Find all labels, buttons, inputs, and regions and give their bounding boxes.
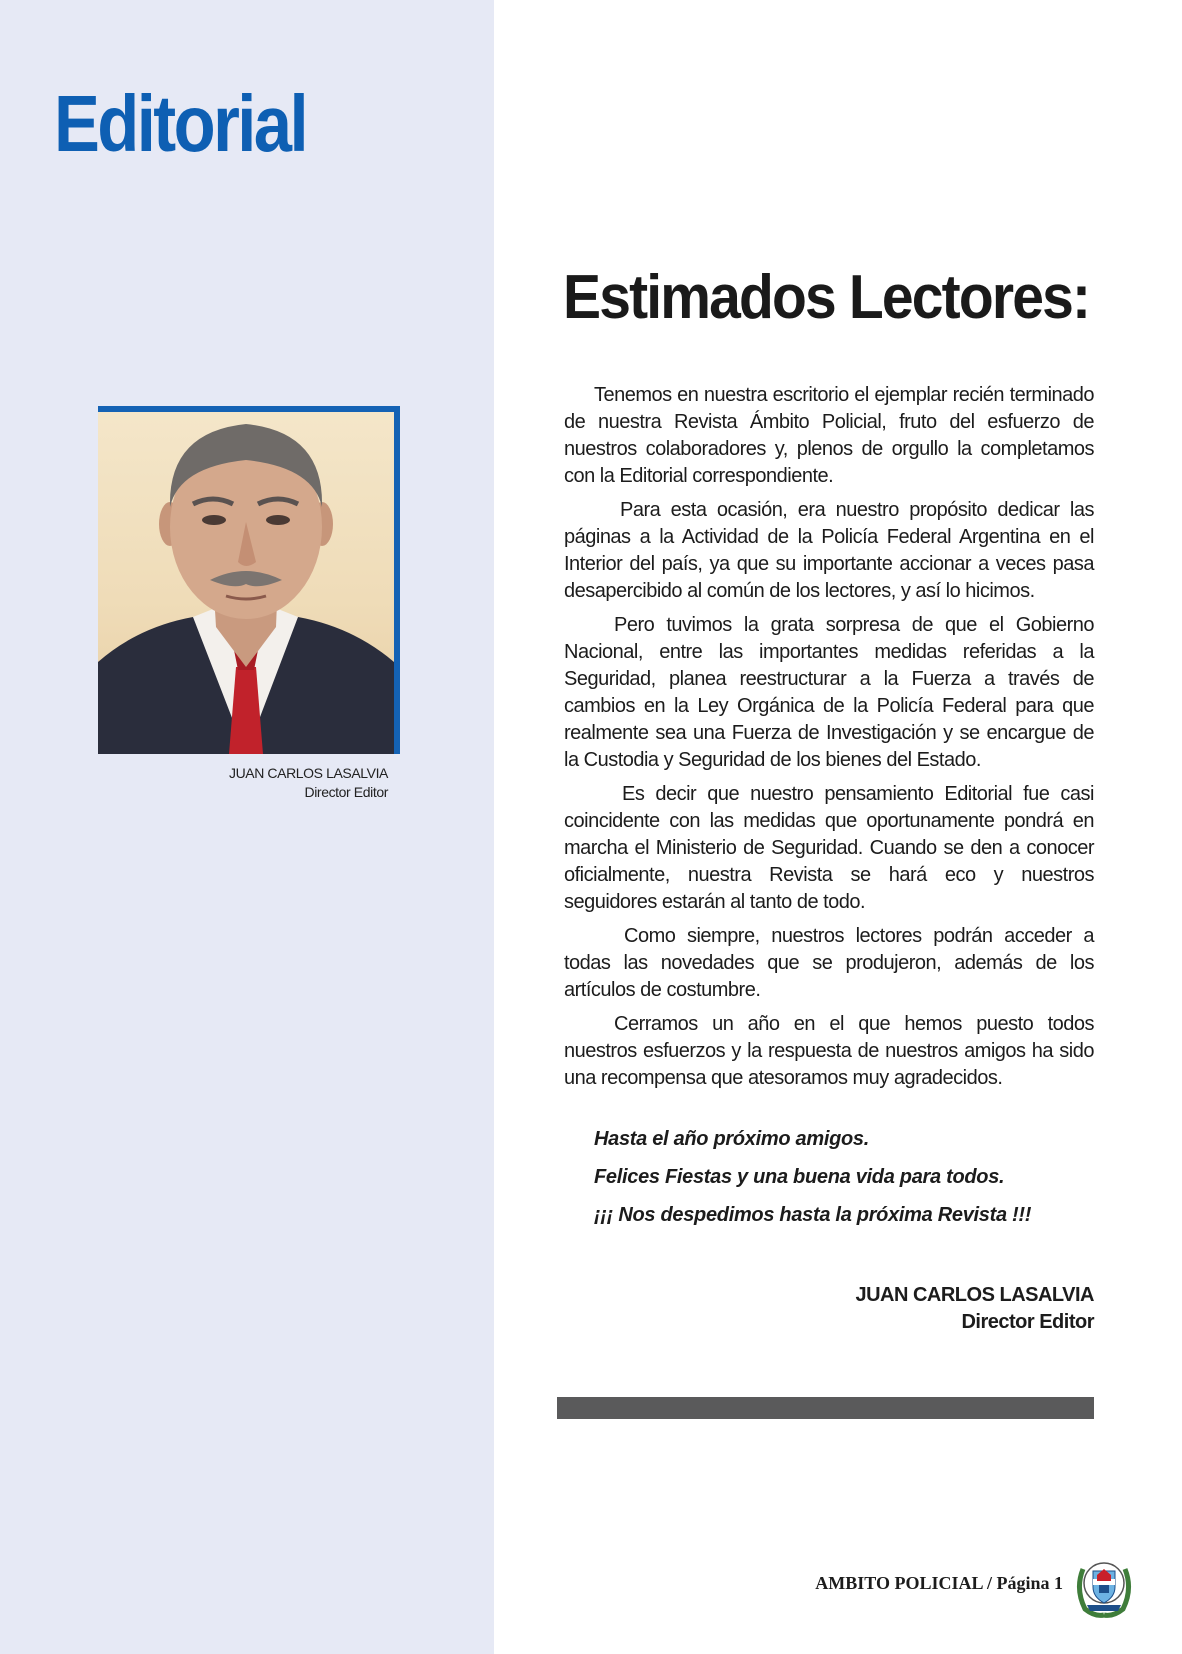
paragraph: Tenemos en nuestra escritorio el ejemplar recién terminado de nuestra Revista Ámbito Policial, fruto del esfuerzo de nuestros colaboradores y, plenos de orgullo la completamos con la Editorial correspondiente. (564, 384, 1094, 487)
paragraph: Como siempre, nuestros lectores podrán acceder a todas las novedades que se produjeron, además de los artículos de costumbre. (564, 925, 1094, 1001)
portrait-illustration (98, 412, 394, 754)
author-photo (98, 412, 394, 754)
closing-line: Felices Fiestas y una buena vida para todos. (594, 1166, 1005, 1188)
closing-line: Hasta el año próximo amigos. (594, 1128, 870, 1150)
closing-lines (594, 1126, 1031, 1240)
closing-line: ¡¡¡ Nos despedimos hasta la próxima Revista !!! (594, 1204, 1032, 1226)
divider-bar (557, 1397, 1094, 1419)
photo-caption (98, 764, 388, 802)
paragraph: Es decir que nuestro pensamiento Editorial fue casi coincidente con las medidas que oportunamente pondrá en marcha el Ministerio de Seguridad. Cuando se den a conocer oficialmente, nuestra Revista se hará eco y nuestros seguidores estarán al tanto de todo. (564, 783, 1094, 913)
paragraph: Cerramos un año en el que hemos puesto todos nuestros esfuerzos y la respuesta de nuestros amigos ha sido una recompensa que atesoramos muy agradecidos. (564, 1013, 1094, 1089)
article-body (564, 382, 1094, 1099)
paragraph: Para esta ocasión, era nuestro propósito dedicar las páginas a la Actividad de la Policía Federal Argentina en el Interior del país, ya que su importante accionar a veces pasa desapercibido al común de los lectores, y así lo hicimos. (564, 499, 1094, 602)
footer-page-label: AMBITO POLICIAL / Página 1 (815, 1573, 1063, 1593)
signature (855, 1282, 1094, 1336)
caption-name: JUAN CARLOS LASALVIA (228, 765, 388, 781)
section-title: Editorial (54, 79, 307, 168)
article-greeting: Estimados Lectores: (563, 263, 1090, 332)
signature-role: Director Editor (961, 1311, 1094, 1333)
paragraph: Pero tuvimos la grata sorpresa de que el Gobierno Nacional, entre las importantes medidas referidas a la Seguridad, planea reestructurar a la Fuerza a través de cambios en la Ley Orgánica de la Policía Federal para que realmente sea una Fuerza de Investigación y se encargue de la Custodia y Seguridad de los bienes del Estado. (564, 614, 1094, 771)
author-photo-frame (98, 406, 400, 754)
caption-role: Director Editor (304, 784, 388, 800)
police-seal-icon (1073, 1555, 1135, 1619)
signature-name: JUAN CARLOS LASALVIA (855, 1284, 1094, 1306)
left-sidebar (0, 0, 494, 1654)
